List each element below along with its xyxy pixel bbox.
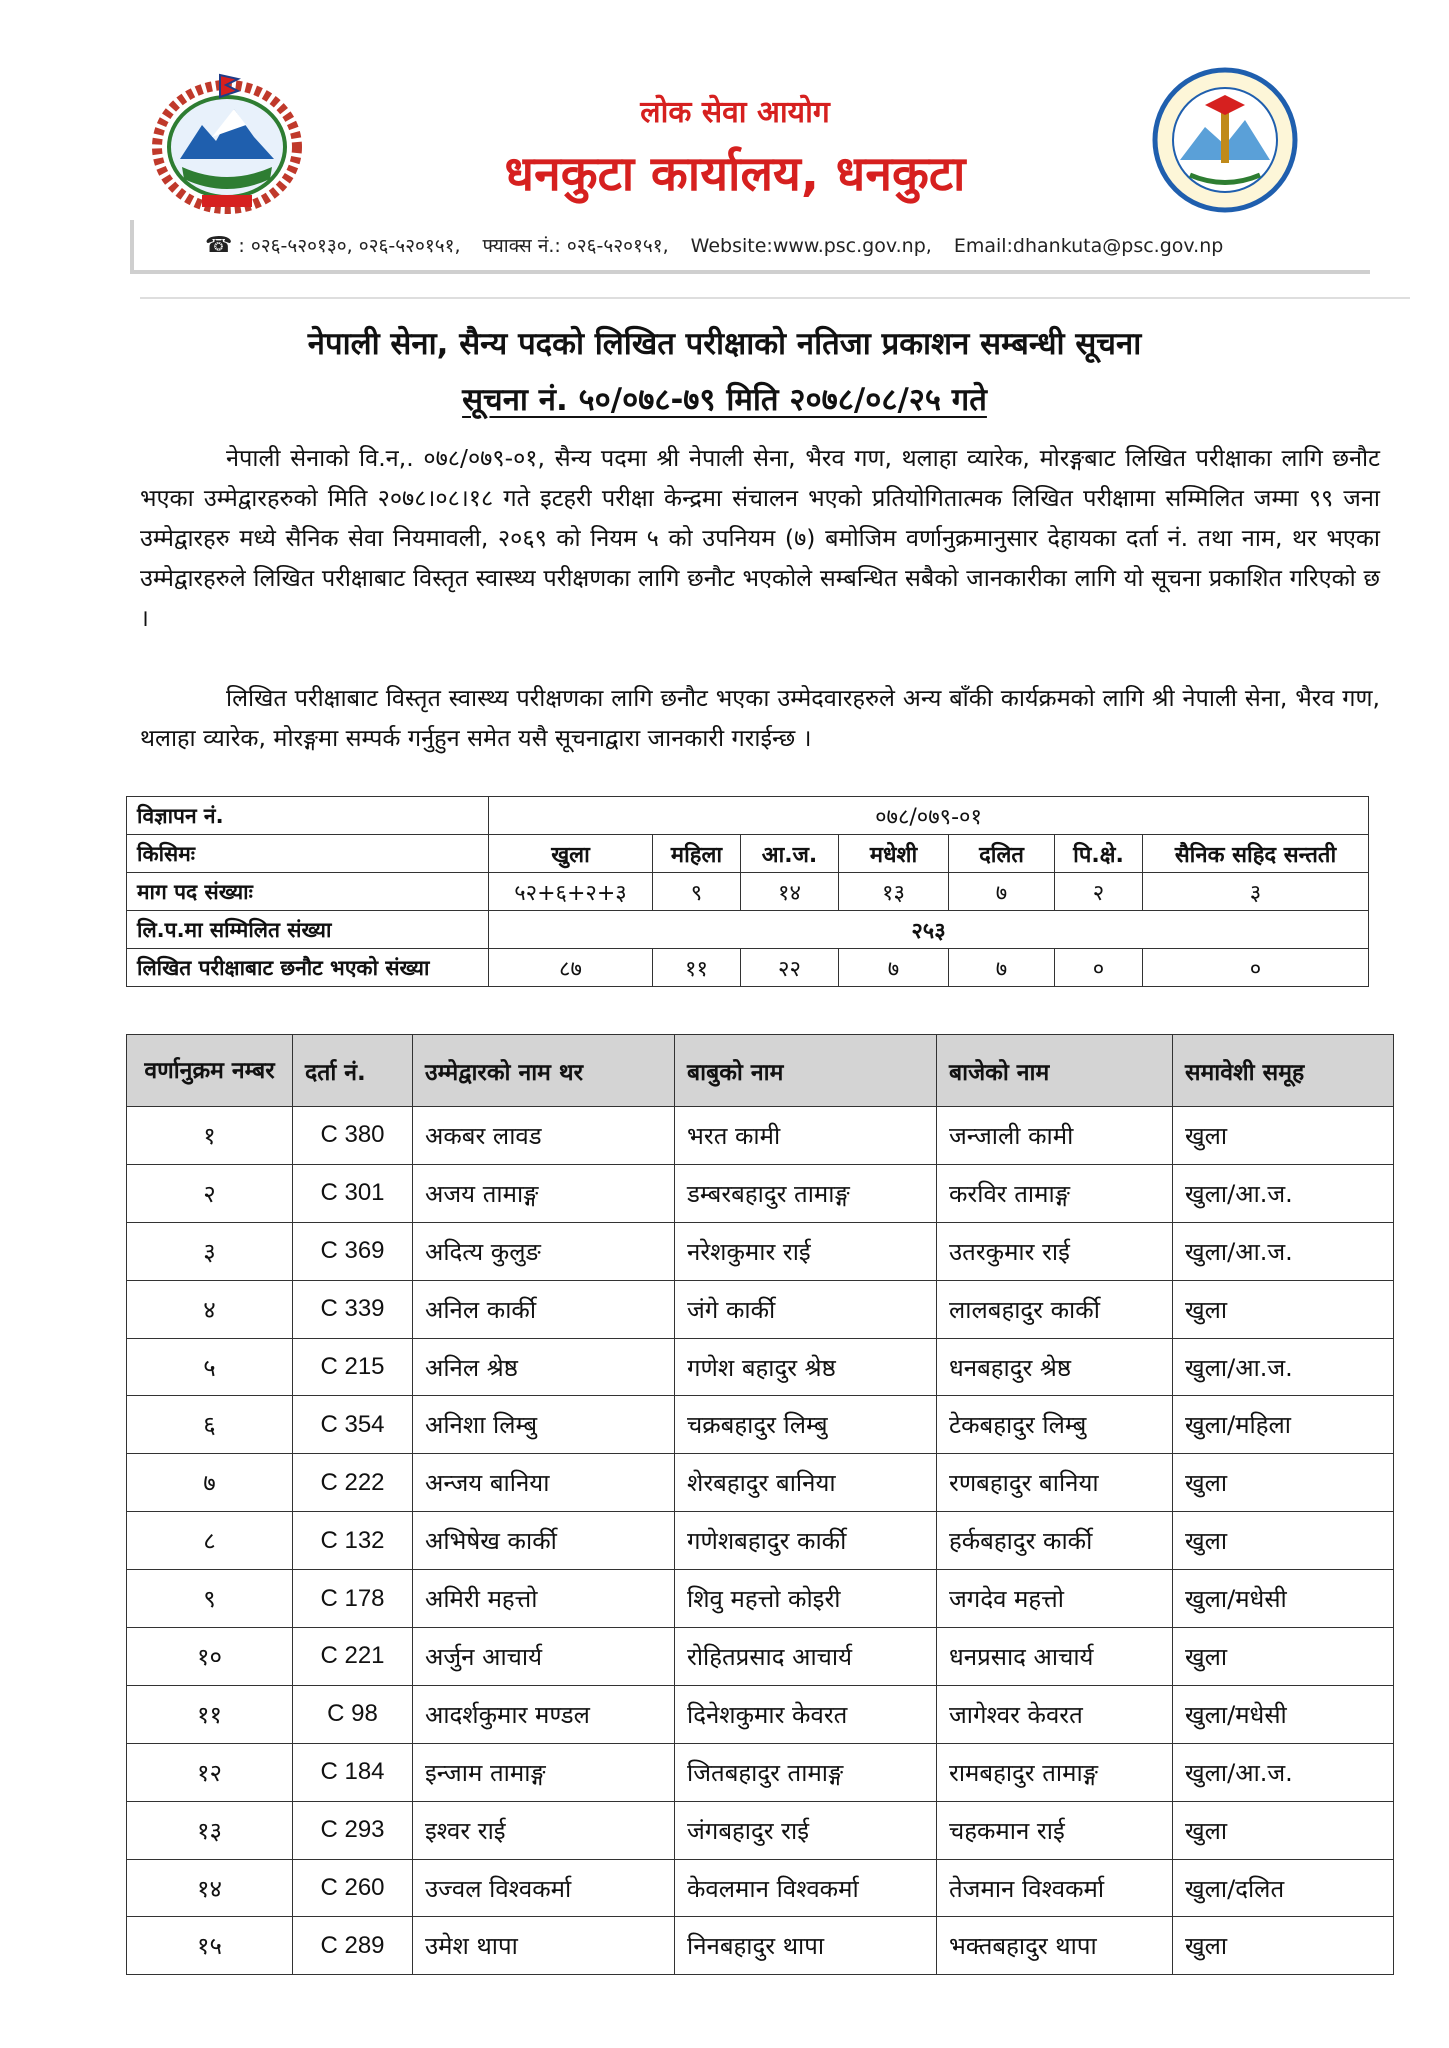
summary-row-advert xyxy=(127,797,1369,835)
paragraph-1 xyxy=(140,438,1380,638)
col-header-reg-no: दर्ता नं. xyxy=(293,1035,413,1107)
table-row xyxy=(127,1801,1394,1859)
website: Website:www.psc.gov.np, xyxy=(690,235,932,257)
registration-number: C 215 xyxy=(293,1338,413,1396)
table-row xyxy=(127,1338,1394,1396)
demand-cell: ९ xyxy=(653,873,741,911)
inclusion-group: खुला/दलित xyxy=(1173,1859,1394,1917)
inclusion-group: खुला xyxy=(1173,1512,1394,1570)
serial-number: ७ xyxy=(127,1454,293,1512)
table-row xyxy=(127,1222,1394,1280)
demand-cell: २ xyxy=(1055,873,1143,911)
serial-number: १ xyxy=(127,1107,293,1165)
grandfather-name: तेजमान विश्वकर्मा xyxy=(937,1859,1173,1917)
type-cell: खुला xyxy=(489,835,653,873)
table-row xyxy=(127,1107,1394,1165)
demand-label: माग पद संख्याः xyxy=(127,873,489,911)
table-row xyxy=(127,1454,1394,1512)
table-row xyxy=(127,1570,1394,1628)
father-name: जंगबहादुर राई xyxy=(675,1801,937,1859)
selected-cell: ८७ xyxy=(489,949,653,987)
candidate-name: इन्जाम तामाङ्ग xyxy=(413,1743,675,1801)
registration-number: C 260 xyxy=(293,1859,413,1917)
paragraph-1-text: नेपाली सेनाको वि.न,. ०७८/०७९-०१, सैन्य पदमा श्री नेपाली सेना, भैरव गण, थलाहा व्यारेक, मोरङ्गबाट लिखित परीक्षाका लागि छनौट भएका उम्मेद्वारहरुको मिति २०७८।०८।१८ गते इटहरी परीक्षा केन्द्रमा संचालन भएको प्रतियोगितात्मक लिखित परीक्षामा सम्मिलित जम्मा ९९ जना उम्मेद्वारहरु मध्ये सैनिक सेवा नियमावली, २०६९ को नियम ५ को उपनियम (७) बमोजिम वर्णानुक्रमानुसार देहायका दर्ता नं. तथा नाम, थर भएका उम्मेद्वारहरुले लिखित परीक्षाबाट विस्तृत स्वास्थ्य परीक्षणका लागि छनौट भएकोले सम्बन्धित सबैको जानकारीका लागि यो सूचना प्रकाशित गरिएको छ । xyxy=(140,444,1380,632)
candidate-name: अनिल श्रेष्ठ xyxy=(413,1338,675,1396)
father-name: डम्बरबहादुर तामाङ्ग xyxy=(675,1164,937,1222)
divider xyxy=(140,297,1410,299)
selected-cell: ० xyxy=(1055,949,1143,987)
table-row xyxy=(127,1917,1394,1975)
advert-value: ०७८/०७९-०१ xyxy=(489,797,1369,835)
candidate-name: इश्वर राई xyxy=(413,1801,675,1859)
father-name: गणेश बहादुर श्रेष्ठ xyxy=(675,1338,937,1396)
grandfather-name: चहकमान राई xyxy=(937,1801,1173,1859)
selected-cell: २२ xyxy=(741,949,839,987)
registration-number: C 380 xyxy=(293,1107,413,1165)
registration-number: C 178 xyxy=(293,1570,413,1628)
serial-number: १३ xyxy=(127,1801,293,1859)
selected-label: लिखित परीक्षाबाट छनौट भएको संख्या xyxy=(127,949,489,987)
table-row xyxy=(127,1743,1394,1801)
father-name: निनबहादुर थापा xyxy=(675,1917,937,1975)
registration-number: C 293 xyxy=(293,1801,413,1859)
serial-number: १२ xyxy=(127,1743,293,1801)
results-body xyxy=(127,1107,1394,1975)
type-cell: पि.क्षे. xyxy=(1055,835,1143,873)
inclusion-group: खुला/आ.ज. xyxy=(1173,1338,1394,1396)
grandfather-name: रणबहादुर बानिया xyxy=(937,1454,1173,1512)
attended-value: २५३ xyxy=(489,911,1369,949)
serial-number: १४ xyxy=(127,1859,293,1917)
grandfather-name: जगदेव महत्तो xyxy=(937,1570,1173,1628)
col-header-father: बाबुको नाम xyxy=(675,1035,937,1107)
grandfather-name: धनप्रसाद आचार्य xyxy=(937,1628,1173,1686)
summary-row-selected xyxy=(127,949,1369,987)
type-cell: आ.ज. xyxy=(741,835,839,873)
grandfather-name: उतरकुमार राई xyxy=(937,1222,1173,1280)
grandfather-name: टेकबहादुर लिम्बु xyxy=(937,1396,1173,1454)
serial-number: ६ xyxy=(127,1396,293,1454)
type-cell: महिला xyxy=(653,835,741,873)
type-cell: मधेशी xyxy=(839,835,949,873)
inclusion-group: खुला/मधेसी xyxy=(1173,1685,1394,1743)
registration-number: C 222 xyxy=(293,1454,413,1512)
col-header-grandfather: बाजेको नाम xyxy=(937,1035,1173,1107)
father-name: चक्रबहादुर लिम्बु xyxy=(675,1396,937,1454)
grandfather-name: हर्कबहादुर कार्की xyxy=(937,1512,1173,1570)
results-table xyxy=(126,1034,1394,1975)
grandfather-name: धनबहादुर श्रेष्ठ xyxy=(937,1338,1173,1396)
paragraph-2 xyxy=(140,678,1380,758)
demand-cell: ३ xyxy=(1143,873,1369,911)
registration-number: C 369 xyxy=(293,1222,413,1280)
telephone-icon: ☎ xyxy=(205,233,233,258)
demand-cell: १४ xyxy=(741,873,839,911)
inclusion-group: खुला/आ.ज. xyxy=(1173,1164,1394,1222)
candidate-name: अजय तामाङ्ग xyxy=(413,1164,675,1222)
registration-number: C 184 xyxy=(293,1743,413,1801)
inclusion-group: खुला xyxy=(1173,1280,1394,1338)
summary-table xyxy=(126,796,1369,987)
serial-number: २ xyxy=(127,1164,293,1222)
registration-number: C 221 xyxy=(293,1628,413,1686)
type-label: किसिमः xyxy=(127,835,489,873)
col-header-group: समावेशी समूह xyxy=(1173,1035,1394,1107)
serial-number: ३ xyxy=(127,1222,293,1280)
col-header-candidate: उम्मेद्वारको नाम थर xyxy=(413,1035,675,1107)
registration-number: C 339 xyxy=(293,1280,413,1338)
selected-cell: ७ xyxy=(949,949,1055,987)
registration-number: C 354 xyxy=(293,1396,413,1454)
candidate-name: अर्जुन आचार्य xyxy=(413,1628,675,1686)
inclusion-group: खुला xyxy=(1173,1454,1394,1512)
serial-number: ९ xyxy=(127,1570,293,1628)
table-row xyxy=(127,1859,1394,1917)
inclusion-group: खुला xyxy=(1173,1801,1394,1859)
father-name: जितबहादुर तामाङ्ग xyxy=(675,1743,937,1801)
notice-number-text: सूचना नं. ५०/०७८-७९ मिति २०७८/०८/२५ गते xyxy=(462,382,987,418)
grandfather-name: जन्जाली कामी xyxy=(937,1107,1173,1165)
candidate-name: अभिषेख कार्की xyxy=(413,1512,675,1570)
candidate-name: उज्वल विश्वकर्मा xyxy=(413,1859,675,1917)
selected-cell: ७ xyxy=(839,949,949,987)
header-border-left xyxy=(130,220,134,274)
type-cell: सैनिक सहिद सन्तती xyxy=(1143,835,1369,873)
grandfather-name: जागेश्वर केवरत xyxy=(937,1685,1173,1743)
selected-cell: ० xyxy=(1143,949,1369,987)
demand-cell: ५२+६+२+३ xyxy=(489,873,653,911)
grandfather-name: करविर तामाङ्ग xyxy=(937,1164,1173,1222)
grandfather-name: लालबहादुर कार्की xyxy=(937,1280,1173,1338)
inclusion-group: खुला/आ.ज. xyxy=(1173,1222,1394,1280)
registration-number: C 289 xyxy=(293,1917,413,1975)
serial-number: ११ xyxy=(127,1685,293,1743)
father-name: गणेशबहादुर कार्की xyxy=(675,1512,937,1570)
fax-number: फ्याक्स नं.: ०२६-५२०१५१, xyxy=(482,235,669,257)
father-name: जंगे कार्की xyxy=(675,1280,937,1338)
advert-label: विज्ञापन नं. xyxy=(127,797,489,835)
type-cell: दलित xyxy=(949,835,1055,873)
demand-cell: १३ xyxy=(839,873,949,911)
father-name: शेरबहादुर बानिया xyxy=(675,1454,937,1512)
inclusion-group: खुला xyxy=(1173,1107,1394,1165)
father-name: रोहितप्रसाद आचार्य xyxy=(675,1628,937,1686)
candidate-name: आदर्शकुमार मण्डल xyxy=(413,1685,675,1743)
candidate-name: अकबर लावड xyxy=(413,1107,675,1165)
father-name: शिवु महत्तो कोइरी xyxy=(675,1570,937,1628)
serial-number: १० xyxy=(127,1628,293,1686)
father-name: भरत कामी xyxy=(675,1107,937,1165)
header-border-bottom xyxy=(130,270,1370,274)
inclusion-group: खुला/महिला xyxy=(1173,1396,1394,1454)
inclusion-group: खुला xyxy=(1173,1917,1394,1975)
table-row xyxy=(127,1396,1394,1454)
office-name: धनकुटा कार्यालय, धनकुटा xyxy=(504,146,966,202)
table-row xyxy=(127,1512,1394,1570)
notice-number xyxy=(0,378,1449,420)
letterhead xyxy=(130,55,1340,280)
serial-number: ५ xyxy=(127,1338,293,1396)
serial-number: ४ xyxy=(127,1280,293,1338)
candidate-name: अमिरी महत्तो xyxy=(413,1570,675,1628)
candidate-name: अदित्य कुलुङ xyxy=(413,1222,675,1280)
candidate-name: अनिशा लिम्बु xyxy=(413,1396,675,1454)
selected-cell: ११ xyxy=(653,949,741,987)
col-header-serial: वर्णानुक्रम नम्बर xyxy=(127,1035,293,1107)
table-row xyxy=(127,1628,1394,1686)
table-row xyxy=(127,1280,1394,1338)
summary-row-attended xyxy=(127,911,1369,949)
registration-number: C 132 xyxy=(293,1512,413,1570)
summary-row-types xyxy=(127,835,1369,873)
inclusion-group: खुला/आ.ज. xyxy=(1173,1743,1394,1801)
table-row xyxy=(127,1164,1394,1222)
paragraph-2-text: लिखित परीक्षाबाट विस्तृत स्वास्थ्य परीक्षणका लागि छनौट भएका उम्मेदवारहरुले अन्य बाँकी कार्यक्रमको लागि श्री नेपाली सेना, भैरव गण, थलाहा व्यारेक, मोरङ्गमा सम्पर्क गर्नुहुन समेत यसै सूचनाद्वारा जानकारी गराईन्छ । xyxy=(140,684,1380,752)
father-name: केवलमान विश्वकर्मा xyxy=(675,1859,937,1917)
results-header-row xyxy=(127,1035,1394,1107)
registration-number: C 98 xyxy=(293,1685,413,1743)
email: Email:dhankuta@psc.gov.np xyxy=(953,235,1224,257)
notice-title: नेपाली सेना, सैन्य पदको लिखित परीक्षाको नतिजा प्रकाशन सम्बन्धी सूचना xyxy=(307,326,1142,362)
candidate-name: अन्जय बानिया xyxy=(413,1454,675,1512)
serial-number: १५ xyxy=(127,1917,293,1975)
inclusion-group: खुला/मधेसी xyxy=(1173,1570,1394,1628)
serial-number: ८ xyxy=(127,1512,293,1570)
candidate-name: उमेश थापा xyxy=(413,1917,675,1975)
grandfather-name: भक्तबहादुर थापा xyxy=(937,1917,1173,1975)
grandfather-name: रामबहादुर तामाङ्ग xyxy=(937,1743,1173,1801)
psc-logo-icon xyxy=(1150,65,1300,215)
contact-line xyxy=(205,232,1223,258)
attended-label: लि.प.मा सम्मिलित संख्या xyxy=(127,911,489,949)
candidate-name: अनिल कार्की xyxy=(413,1280,675,1338)
demand-cell: ७ xyxy=(949,873,1055,911)
registration-number: C 301 xyxy=(293,1164,413,1222)
table-row xyxy=(127,1685,1394,1743)
summary-row-demand xyxy=(127,873,1369,911)
father-name: नरेशकुमार राई xyxy=(675,1222,937,1280)
phone-numbers: : ०२६-५२०१३०, ०२६-५२०१५१, xyxy=(238,235,461,257)
father-name: दिनेशकुमार केवरत xyxy=(675,1685,937,1743)
org-name: लोक सेवा आयोग xyxy=(640,95,830,130)
inclusion-group: खुला xyxy=(1173,1628,1394,1686)
